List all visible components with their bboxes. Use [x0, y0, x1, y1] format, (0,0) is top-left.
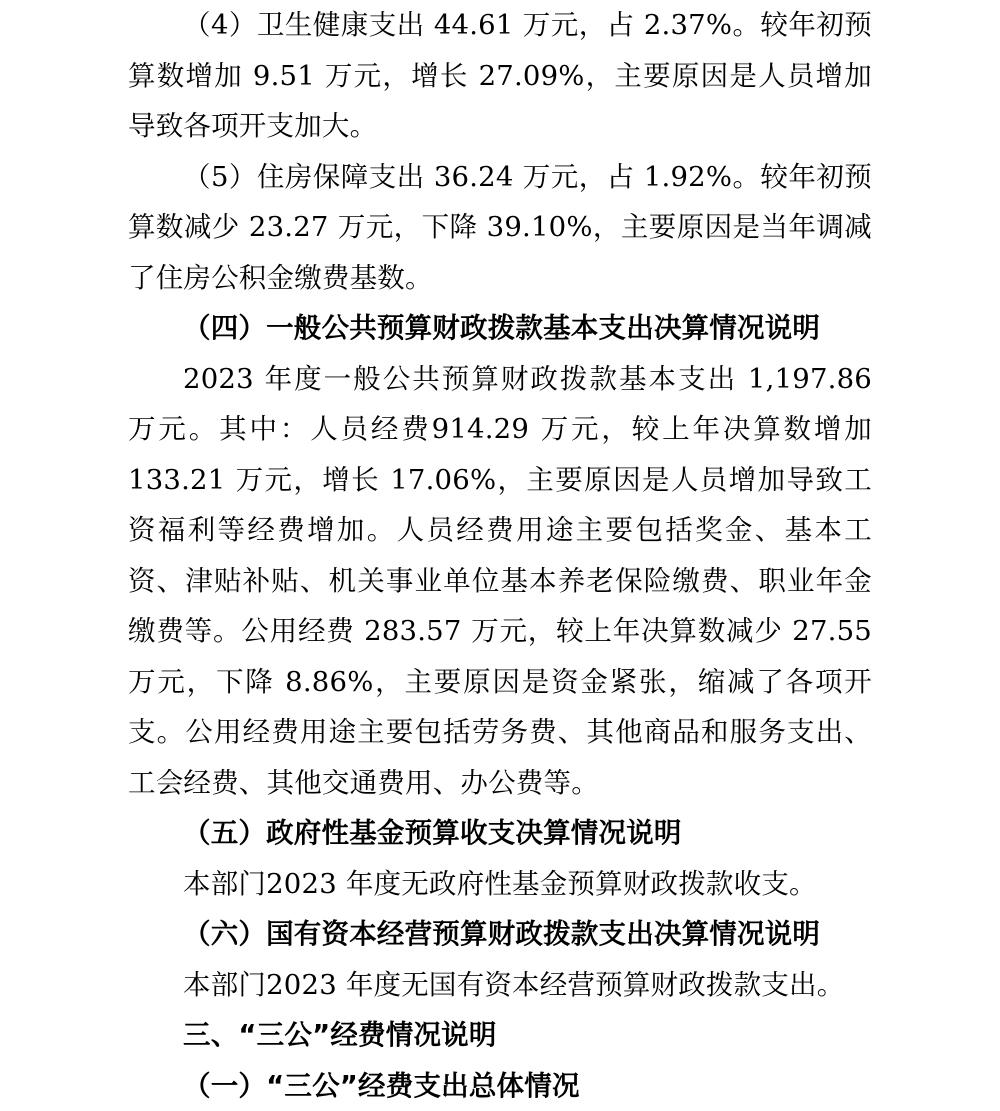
heading-section-three-major: 三、“三公”经费情况说明: [128, 1010, 872, 1061]
heading-section-four: （四）一般公共预算财政拨款基本支出决算情况说明: [128, 303, 872, 354]
paragraph-state-capital: 本部门2023 年度无国有资本经营预算财政拨款支出。: [128, 960, 872, 1011]
paragraph-housing-security: （5）住房保障支出 36.24 万元，占 1.92%。较年初预算数减少 23.27 万元，下降 39.10%，主要原因是当年调减了住房公积金缴费基数。: [128, 152, 872, 304]
heading-section-three-one: （一）“三公”经费支出总体情况: [128, 1061, 872, 1111]
paragraph-government-fund: 本部门2023 年度无政府性基金预算财政拨款收支。: [128, 859, 872, 910]
paragraph-health-expenditure: （4）卫生健康支出 44.61 万元，占 2.37%。较年初预算数增加 9.51 万元，增长 27.09%，主要原因是人员增加导致各项开支加大。: [128, 0, 872, 152]
heading-section-five: （五）政府性基金预算收支决算情况说明: [128, 808, 872, 859]
paragraph-basic-expenditure-detail: 2023 年度一般公共预算财政拨款基本支出 1,197.86 万元。其中：人员经费914.29 万元，较上年决算数增加133.21 万元，增长 17.06%，主要原因是人员增加导致工资福利等经费增加。人员经费用途主要包括奖金、基本工资、津贴补贴、机关事业单位基本养老保险缴费、职业年金缴费等。公用经费 283.57 万元，较上年决算数减少 27.55 万元，下降 8.86%，主要原因是资金紧张，缩减了各项开支。公用经费用途主要包括劳务费、其他商品和服务支出、工会经费、其他交通费用、办公费等。: [128, 354, 872, 809]
heading-section-six: （六）国有资本经营预算财政拨款支出决算情况说明: [128, 909, 872, 960]
